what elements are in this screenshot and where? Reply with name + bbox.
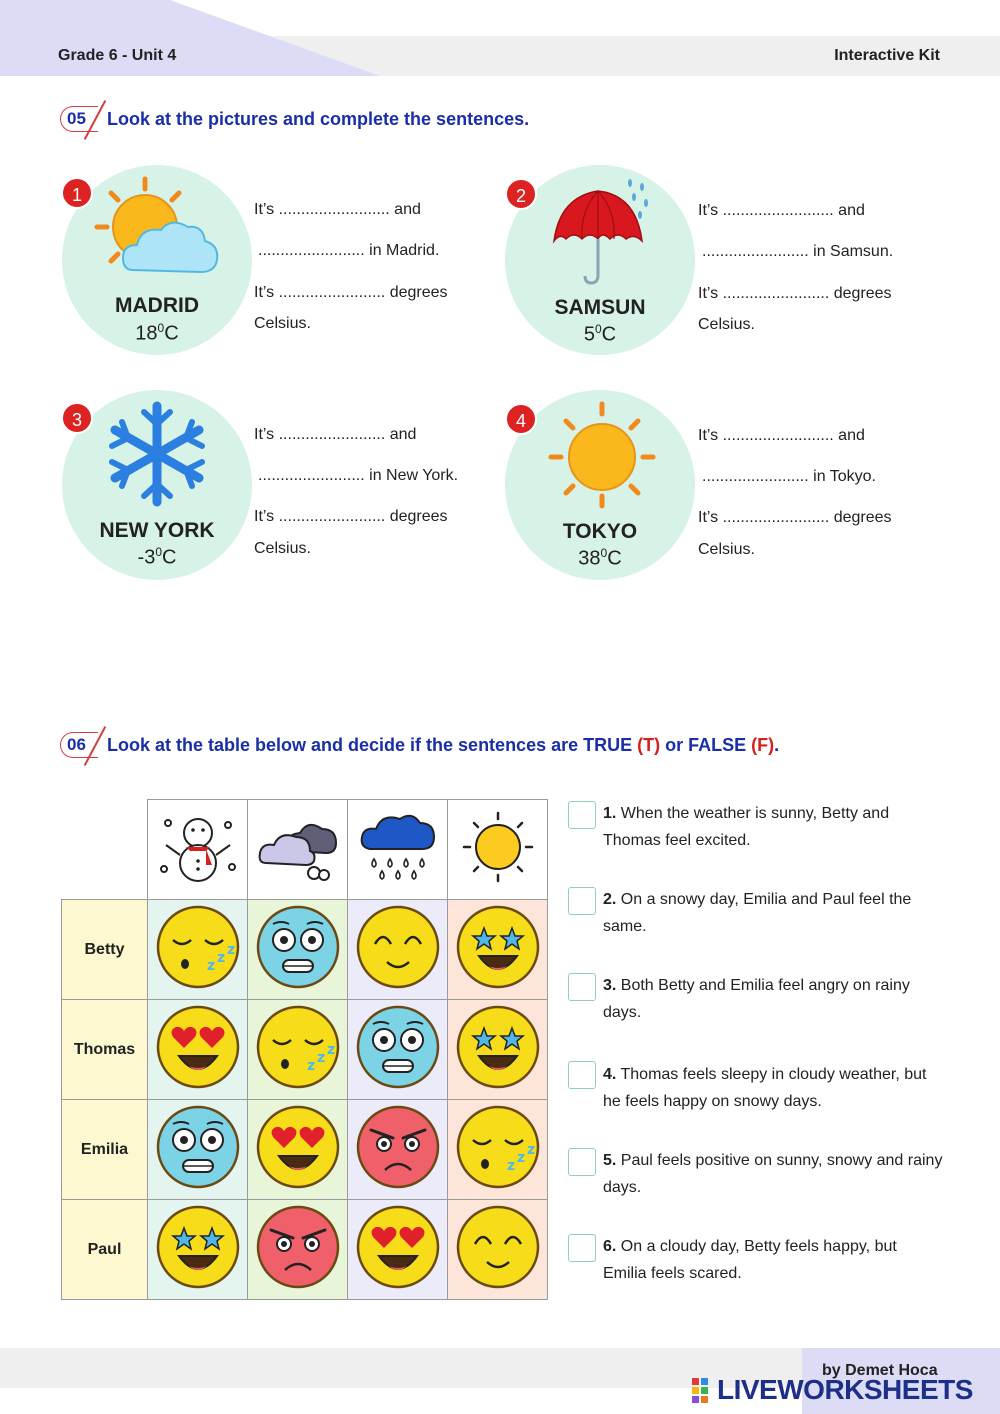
face-cell xyxy=(248,1000,348,1100)
row-name-paul: Paul xyxy=(62,1200,148,1300)
angry-face-icon xyxy=(255,1204,341,1290)
logo-square xyxy=(692,1387,699,1394)
card-badge-1: 1 xyxy=(61,177,93,209)
card-badge-3: 3 xyxy=(61,402,93,434)
emotion-table xyxy=(61,799,548,1300)
temp-madrid: $18^0C$ xyxy=(135,321,179,345)
happy-face-icon xyxy=(355,904,441,990)
statement-3: 3. Both Betty and Emilia feel angry on rainy days. xyxy=(603,977,910,1021)
sentence-3-line-4: Celsius. xyxy=(254,540,311,557)
table-row-emilia xyxy=(62,1100,548,1200)
table-row-betty xyxy=(62,900,548,1000)
star-eyes-face-icon xyxy=(455,904,541,990)
sleepy-face-icon xyxy=(155,904,241,990)
scared-face-icon xyxy=(255,904,341,990)
svg-text:z: z xyxy=(306,1058,315,1074)
sleepy-face-icon xyxy=(455,1104,541,1190)
face-cell xyxy=(148,1200,248,1300)
sun-cloud-icon xyxy=(93,175,223,285)
answer-box-5[interactable] xyxy=(568,1148,596,1176)
sentence-1-line-3: It’s ........................ degrees xyxy=(254,284,448,301)
star-eyes-face-icon xyxy=(455,1004,541,1090)
angry-face-icon xyxy=(355,1104,441,1190)
umbrella-rain-icon xyxy=(550,175,660,287)
row-name-thomas: Thomas xyxy=(62,1000,148,1100)
statement-4: 4. Thomas feels sleepy in cloudy weather, but he feels happy on snowy days. xyxy=(603,1066,927,1110)
section-6-title: Look at the table below and decide if the sentences are TRUE (T) or FALSE (F). xyxy=(107,735,780,755)
answer-box-2[interactable] xyxy=(568,887,596,915)
sentence-1-line-1: It’s ......................... and xyxy=(254,201,421,218)
section-5-title: Look at the pictures and complete the sentences. xyxy=(107,109,530,129)
card-badge-2: 2 xyxy=(505,178,537,210)
face-cell xyxy=(248,900,348,1000)
section-5-number: 05 xyxy=(60,106,98,132)
svg-text:z: z xyxy=(216,950,225,966)
header-kit-label: Interactive Kit xyxy=(834,47,940,64)
face-cell xyxy=(448,900,548,1000)
logo-square xyxy=(701,1387,708,1394)
cloudy-icon xyxy=(256,811,340,883)
face-cell xyxy=(448,1200,548,1300)
sleepy-face-icon xyxy=(255,1004,341,1090)
face-cell xyxy=(148,1100,248,1200)
card-badge-4: 4 xyxy=(505,403,537,435)
happy-face-icon xyxy=(455,1204,541,1290)
star-eyes-face-icon xyxy=(155,1204,241,1290)
svg-text:z: z xyxy=(316,1050,325,1066)
row-name-emilia: Emilia xyxy=(62,1100,148,1200)
row-name-betty: Betty xyxy=(62,900,148,1000)
logo-square xyxy=(701,1378,708,1385)
face-cell xyxy=(348,1000,448,1100)
scared-face-icon xyxy=(355,1004,441,1090)
col-header-snowy xyxy=(148,800,248,900)
statement-2: 2. On a snowy day, Emilia and Paul feel the same. xyxy=(603,891,912,935)
sentence-4-line-1: It’s ......................... and xyxy=(698,427,865,444)
face-cell xyxy=(348,1200,448,1300)
statement-6: 6. On a cloudy day, Betty feels happy, but Emilia feels scared. xyxy=(603,1238,897,1282)
footer-author: by Demet Hoca xyxy=(822,1362,938,1379)
table-row-thomas xyxy=(62,1000,548,1100)
face-cell xyxy=(248,1100,348,1200)
logo-square xyxy=(701,1396,708,1403)
answer-box-1[interactable] xyxy=(568,801,596,829)
city-name-new-york: NEW YORK xyxy=(99,519,215,542)
sentence-4-line-3: It’s ........................ degrees xyxy=(698,509,892,526)
sentence-4-line-2: ........................ in Tokyo. xyxy=(702,468,876,485)
sentence-4-line-4: Celsius. xyxy=(698,541,755,558)
snowman-icon xyxy=(156,811,240,883)
rain-cloud-icon xyxy=(356,811,440,883)
col-header-sunny xyxy=(448,800,548,900)
heart-eyes-face-icon xyxy=(155,1004,241,1090)
face-cell xyxy=(148,1000,248,1100)
svg-text:z: z xyxy=(326,1042,335,1058)
col-header-rainy xyxy=(348,800,448,900)
sentence-2-line-1: It’s ......................... and xyxy=(698,202,865,219)
answer-box-6[interactable] xyxy=(568,1234,596,1262)
temp-tokyo: $38^0C$ xyxy=(578,546,622,570)
svg-text:z: z xyxy=(516,1150,525,1166)
heart-eyes-face-icon xyxy=(355,1204,441,1290)
face-cell xyxy=(348,900,448,1000)
face-cell xyxy=(448,1000,548,1100)
svg-text:z: z xyxy=(506,1158,515,1174)
liveworksheets-logo: LIVEWORKSHEETS xyxy=(717,1374,973,1405)
sentence-2-line-3: It’s ........................ degrees xyxy=(698,285,892,302)
logo-square xyxy=(692,1396,699,1403)
table-row-paul xyxy=(62,1200,548,1300)
city-name-tokyo: TOKYO xyxy=(562,520,638,543)
answer-box-4[interactable] xyxy=(568,1061,596,1089)
table-corner xyxy=(62,800,148,900)
city-name-samsun: SAMSUN xyxy=(554,296,646,319)
snowflake-icon xyxy=(106,400,208,508)
temp-samsun: $5^0C$ xyxy=(583,322,617,346)
header-grade-unit: Grade 6 - Unit 4 xyxy=(58,47,177,64)
sentence-3-line-3: It’s ........................ degrees xyxy=(254,508,448,525)
face-cell xyxy=(248,1200,348,1300)
city-name-madrid: MADRID xyxy=(115,294,199,317)
face-cell xyxy=(348,1100,448,1200)
sun-icon xyxy=(547,400,657,510)
svg-text:z: z xyxy=(226,942,235,958)
face-cell xyxy=(448,1100,548,1200)
svg-text:z: z xyxy=(206,958,215,974)
heart-eyes-face-icon xyxy=(255,1104,341,1190)
sentence-2-line-2: ........................ in Samsun. xyxy=(702,243,894,260)
statement-1: 1. When the weather is sunny, Betty and Thomas feel excited. xyxy=(603,805,890,849)
scared-face-icon xyxy=(155,1104,241,1190)
sentence-3-line-1: It’s ........................ and xyxy=(254,426,417,443)
logo-square xyxy=(692,1378,699,1385)
temp-new-york: $-3^0C$ xyxy=(137,545,177,569)
answer-box-3[interactable] xyxy=(568,973,596,1001)
sentence-2-line-4: Celsius. xyxy=(698,316,755,333)
sentence-1-line-4: Celsius. xyxy=(254,315,311,332)
col-header-cloudy xyxy=(248,800,348,900)
statement-5: 5. Paul feels positive on sunny, snowy and rainy days. xyxy=(603,1152,943,1196)
sentence-1-line-2: ........................ in Madrid. xyxy=(258,242,440,259)
sun-icon xyxy=(456,811,540,883)
section-6-number: 06 xyxy=(60,732,98,758)
svg-text:z: z xyxy=(526,1142,535,1158)
face-cell xyxy=(148,900,248,1000)
sentence-3-line-2: ........................ in New York. xyxy=(258,467,459,484)
